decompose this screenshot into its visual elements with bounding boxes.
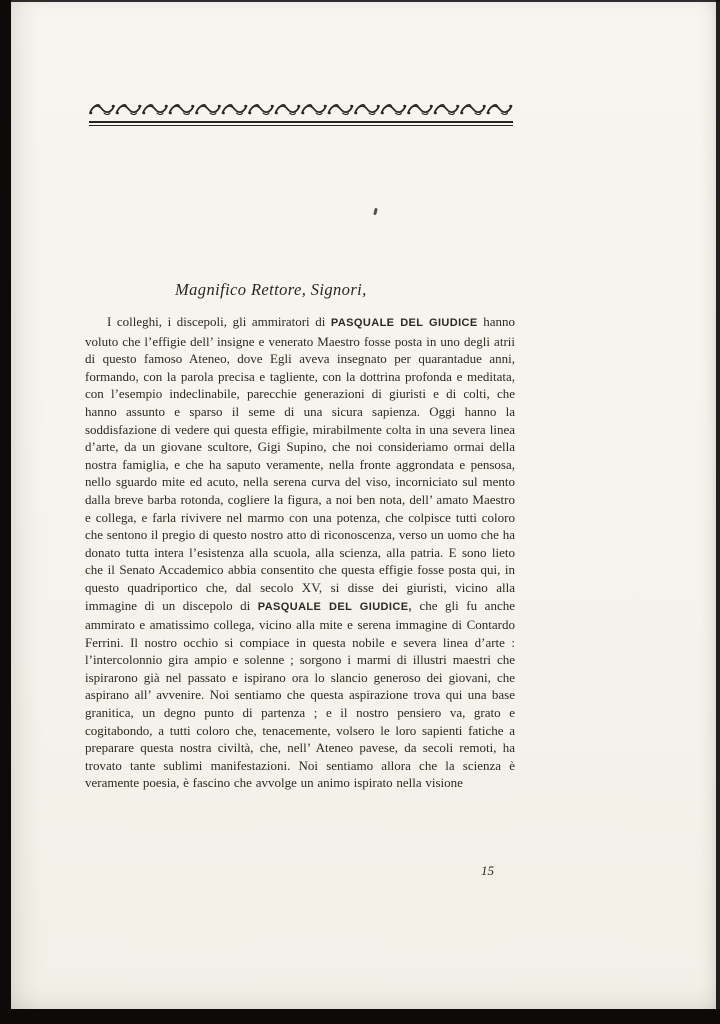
paragraph-segment: PASQUALE DEL GIUDICE,: [257, 600, 412, 613]
page-number: 15: [481, 863, 494, 878]
scan-edge-bottom: [0, 1009, 720, 1024]
paragraph-segment: I colleghi, i discepoli, gli ammiratori di: [107, 314, 331, 329]
paragraph-segment: che gli fu anche ammirato e amatissimo collega, vicino alla mite e serena immagine di Contardo Ferrini. Il nostro occhio si compiace in questa nobile e severa linea d’arte : l’intercolonnio gira ampio e solenne ; sorgono i marmi di illustri maestri che ispirarono già nel passato e ispirano ora lo slancio generoso dei giovani, che aspirano all’ avvenire. Noi sentiamo che questa aspirazione trova qui una base granitica, un degno punto di partenza ; e il nostro pensiero va, grato e cogitabondo, a tutti coloro che, tenacemente, volsero le loro sapienti fatiche a preparare questa nostra civiltà, che, nell’ Ateneo pavese, da secoli remoti, ha trovato tante sublimi manifestazioni. Noi sentiamo allora che la scienza è veramente poesia, è fascino che avvolge un animo ispirato nella visione: [85, 597, 515, 791]
ornament-border: [89, 102, 513, 126]
paragraph-segment: hanno voluto che l’effigie dell’ insigne e venerato Maestro fosse posta in uno degli atrii di questo famoso Ateneo, dove Egli aveva insegnato per quarantadue anni, formando, con la parola precisa e tagliente, con la dottrina profonda e meditata, con l’esempio indeclinabile, parecchie generazioni di giuristi e di colti, che hanno assunto e sparso il seme di una sicura sapienza. Oggi hanno la soddisfazione di vedere qui questa effigie, mirabilmente colta in una severa linea d’arte, da un giovane scultore, Gigi Supino, che noi consideriamo ormai della nostra famiglia, e che ha saputo veramente, nella fronte aggrondata e pensosa, nello sguardo mite ed acuto, nella serena curva del viso, incorniciato sul mento dalla breve barba rotonda, cogliere la figura, a noi ben nota, dell’ amato Maestro e collega, e farla rivivere nel marmo con una potenza, che colpisce tutti coloro che sentono il pregio di questo nostro atto di riconoscenza, verso un uomo che ha donato tutta intera l’esistenza alla scuola, alla scienza, alla patria. E sono lieto che il Senato Accademico abbia consentito che questa effigie fosse posta qui, in questo quadriportico che, dal secolo XV, si disse dei giuristi, vicino alla immagine di un discepolo di: [85, 314, 515, 613]
ornament-rule-thin: [89, 125, 513, 126]
scan-edge-right: [716, 0, 720, 1024]
scan-edge-left: [0, 0, 11, 1024]
ornament-rule-thick: [89, 121, 513, 123]
floral-ornament-icon: [89, 102, 513, 118]
body-paragraph: [85, 313, 515, 792]
scan-edge-top: [0, 0, 720, 2]
salutation-heading: Magnifico Rettore, Signori,: [175, 280, 367, 299]
scan-artifact: [373, 208, 378, 216]
paragraph-segment: PASQUALE DEL GIUDICE: [330, 317, 478, 329]
